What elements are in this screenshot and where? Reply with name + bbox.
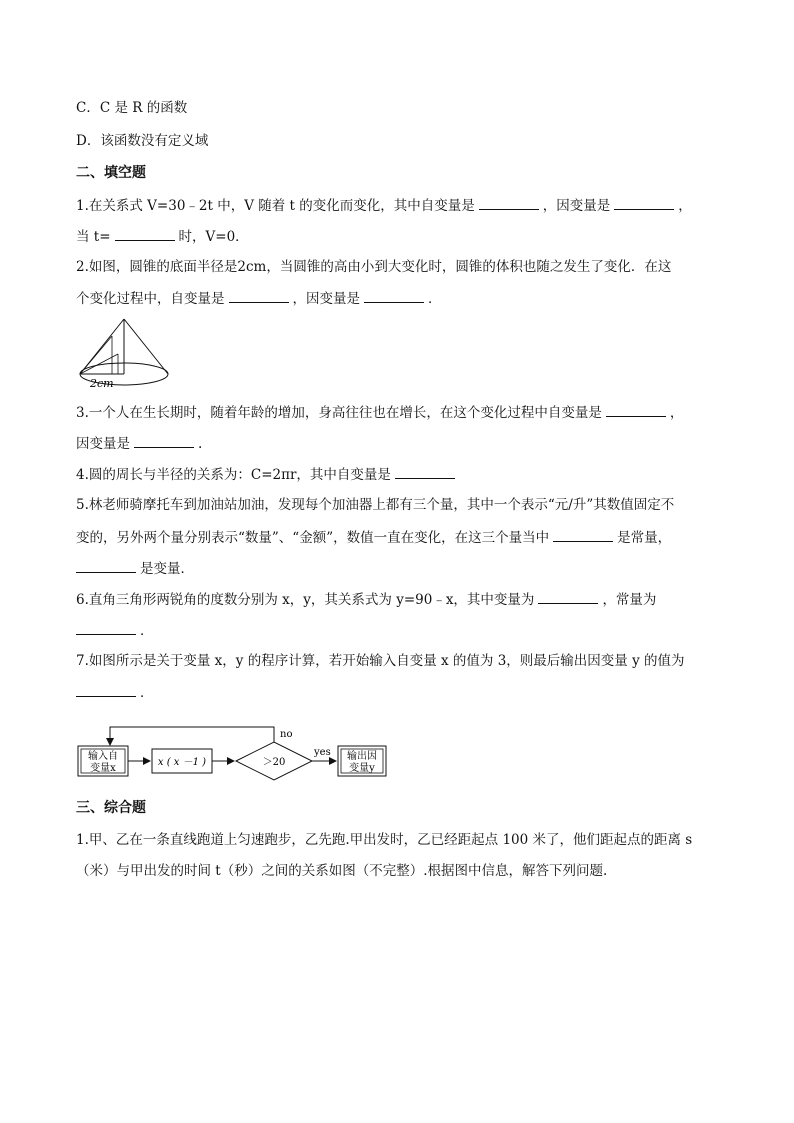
q6-line2: ． — [76, 620, 154, 641]
option-c: C．C 是 R 的函数 — [76, 100, 188, 116]
input-label-1: 输入自 — [88, 751, 118, 762]
s3-q1-line2: （米）与甲出发的时间 t（秒）之间的关系如图（不完整）.根据图中信息，解答下列问题. — [76, 863, 608, 879]
output-label-1: 输出因 — [347, 751, 377, 762]
q1-line2: 当 t= 时，V=0． — [76, 226, 249, 247]
cone-right-edge — [124, 319, 168, 374]
q5-line2: 变的，另外两个量分别表示“数量”、“金额”，数值一直在变化，在这三个量当中 是常量， — [76, 527, 671, 548]
no-label: no — [280, 729, 293, 740]
q5-line1: 5.林老师骑摩托车到加油站加油，发现每个加油器上都有三个量，其中一个表示“元/升”其数值固定不 — [76, 497, 675, 513]
answer-blank[interactable] — [115, 226, 175, 241]
answer-blank[interactable] — [229, 288, 289, 303]
answer-blank[interactable] — [553, 527, 613, 542]
q3-line2: 因变量是 . — [76, 433, 202, 454]
q7-line2: ． — [76, 682, 154, 703]
q6-line1: 6.直角三角形两锐角的度数分别为 x，y，其关系式为 y=90﹣x，其中变量为 ，常量为 — [76, 589, 656, 610]
input-label-2: 变量x — [90, 763, 116, 774]
yes-label: yes — [314, 747, 331, 758]
q3-line1: 3.一个人在生长期时，随着年龄的增加，身高往往也在增长，在这个变化过程中自变量是 ， — [76, 402, 683, 423]
answer-blank[interactable] — [395, 464, 455, 479]
expression-label: x ( x －1 ) — [157, 757, 207, 768]
q5-line3: 是变量． — [76, 558, 194, 579]
output-label-2: 变量y — [349, 763, 375, 774]
q4-line1: 4.圆的周长与半径的关系为：C=2πr，其中自变量是 — [76, 464, 459, 485]
answer-blank[interactable] — [479, 195, 539, 210]
answer-blank[interactable] — [364, 288, 424, 303]
condition-label: ＞20 — [262, 757, 286, 768]
answer-blank[interactable] — [538, 589, 598, 604]
option-d: D．该函数没有定义域 — [76, 133, 209, 149]
section-comprehensive-title: 三、综合题 — [76, 800, 146, 816]
cone-inner-line — [80, 336, 112, 374]
no-loop-arrow — [110, 727, 274, 745]
answer-blank[interactable] — [134, 433, 194, 448]
s3-q1-line1: 1.甲、乙在一条直线跑道上匀速跑步，乙先跑.甲出发时，乙已经距起点 100 米了，他们距起点的距离 s — [76, 832, 693, 848]
answer-blank[interactable] — [76, 620, 136, 635]
cone-figure — [76, 316, 176, 392]
q1-line1: 1.在关系式 V=30﹣2t 中，V 随着 t 的变化而变化，其中自变量是 ，因变量是 ， — [76, 195, 692, 216]
answer-blank[interactable] — [76, 558, 136, 573]
answer-blank[interactable] — [614, 195, 674, 210]
q2-line2: 个变化过程中，自变量是 ，因变量是 ． — [76, 288, 442, 309]
q7-line1: 7.如图所示是关于变量 x，y 的程序计算，若开始输入自变量 x 的值为 3，则最后输出因变量 y 的值为 — [76, 653, 685, 669]
answer-blank[interactable] — [606, 402, 666, 417]
program-flowchart — [76, 724, 396, 782]
section-fill-in-title: 二、填空题 — [76, 165, 146, 181]
cone-radius-label: 2cm — [90, 377, 114, 390]
answer-blank[interactable] — [76, 682, 136, 697]
q2-line1: 2.如图，圆锥的底面半径是2cm，当圆锥的高由小到大变化时，圆锥的体积也随之发生了变化．在这 — [76, 259, 672, 275]
